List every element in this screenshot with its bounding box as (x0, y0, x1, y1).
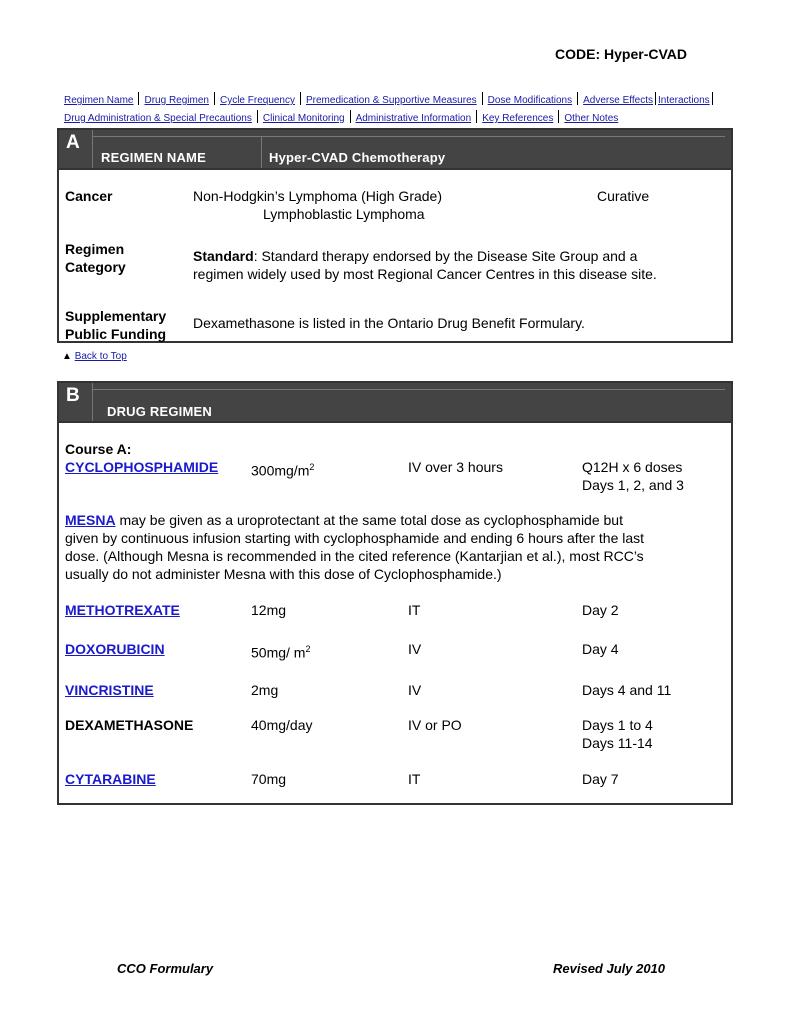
nav-cycle-frequency[interactable]: Cycle Frequency (219, 95, 295, 106)
drug-route: IV over 3 hours (408, 459, 503, 475)
nav-key-references[interactable]: Key References (482, 113, 554, 124)
drug-name-dexamethasone: DEXAMETHASONE (65, 717, 194, 733)
nav-clinical-monitoring[interactable]: Clinical Monitoring (262, 113, 345, 124)
drug-schedule: Day 2 (582, 602, 619, 618)
drug-schedule: Q12H x 6 doses Days 1, 2, and 3 (582, 459, 684, 493)
up-arrow-icon: ▲ (62, 351, 72, 362)
drug-route: IV (408, 641, 422, 657)
section-letter: B (59, 383, 93, 421)
category-text: Standard: Standard therapy endorsed by the Disease Site Group and a regimen widely used by most Regional Cancer Centres in this disease site. (193, 248, 657, 282)
mesna-note: MESNA may be given as a uroprotectant at the same total dose as cyclophosphamide but given by continuous infusion starting with cyclophosphamide and ending 6 hours after the last dose. (Although Mesna is recommended in the cited reference (Kantarjian et al.), most RCC’s usually do not administer Mesna with this dose of Cyclophosphamide.) (65, 512, 645, 582)
back-to-top-link[interactable]: Back to Top (74, 351, 127, 362)
nav-other-notes[interactable]: Other Notes (564, 113, 619, 124)
drug-route: IV or PO (408, 717, 462, 733)
cancer-type: Non-Hodgkin’s Lymphoma (High Grade) (193, 188, 442, 204)
drug-schedule: Day 4 (582, 641, 619, 657)
funding-label: Supplementary Public Funding (65, 308, 167, 342)
drug-link-doxorubicin[interactable]: DOXORUBICIN (65, 641, 165, 657)
drug-dose: $300mg/m^2$ (251, 462, 315, 479)
section-b-header (59, 383, 731, 423)
drug-link-vincristine[interactable]: VINCRISTINE (65, 682, 154, 698)
section-label: REGIMEN NAME (101, 150, 206, 165)
section-nav (64, 92, 744, 128)
drug-schedule: Days 1 to 4 Days 11-14 (582, 717, 653, 751)
regimen-code: CODE: Hyper-CVAD (555, 46, 687, 62)
footer-revised: Revised July 2010 (553, 961, 666, 976)
drug-dose: 70mg (251, 771, 287, 787)
nav-interactions[interactable]: Interactions (657, 95, 710, 106)
drug-route: IT (408, 602, 421, 618)
nav-dose-modifications[interactable]: Dose Modifications (487, 95, 573, 106)
nav-adverse-effects[interactable]: Adverse Effects (583, 95, 653, 106)
cancer-subtype: Lymphoblastic Lymphoma (263, 206, 425, 222)
drug-dose: 2mg (251, 682, 279, 698)
section-drug-regimen (57, 381, 733, 805)
course-label: Course A: (65, 441, 132, 457)
regimen-title: Hyper-CVAD Chemotherapy (269, 150, 446, 165)
nav-premedication[interactable]: Premedication & Supportive Measures (306, 95, 477, 106)
nav-administrative-information[interactable]: Administrative Information (355, 113, 472, 124)
section-letter: A (59, 130, 93, 168)
drug-schedule: Day 7 (582, 771, 619, 787)
section-a-header (59, 130, 731, 170)
category-label: Regimen Category (65, 241, 126, 275)
back-to-top (62, 351, 127, 362)
cancer-label: Cancer (65, 188, 113, 204)
section-regimen-name (57, 128, 733, 343)
drug-link-cytarabine[interactable]: CYTARABINE (65, 771, 156, 787)
drug-link-methotrexate[interactable]: METHOTREXATE (65, 602, 180, 618)
section-label: DRUG REGIMEN (107, 404, 212, 419)
drug-link-cyclophosphamide[interactable]: CYCLOPHOSPHAMIDE (65, 459, 219, 475)
drug-dose: 12mg (251, 602, 287, 618)
treatment-intent: Curative (597, 188, 650, 204)
drug-dose: 40mg/day (251, 717, 313, 733)
drug-link-mesna[interactable]: MESNA (65, 512, 116, 528)
nav-regimen-name[interactable]: Regimen Name (64, 95, 134, 106)
drug-dose: 50mg/ $m^2$ (251, 644, 311, 661)
nav-drug-administration[interactable]: Drug Administration & Special Precautions (64, 113, 252, 124)
nav-drug-regimen[interactable]: Drug Regimen (144, 95, 209, 106)
funding-text: Dexamethasone is listed in the Ontario Drug Benefit Formulary. (193, 315, 585, 331)
footer-source: CCO Formulary (117, 961, 214, 976)
drug-schedule: Days 4 and 11 (582, 682, 672, 698)
drug-route: IV (408, 682, 422, 698)
drug-route: IT (408, 771, 421, 787)
